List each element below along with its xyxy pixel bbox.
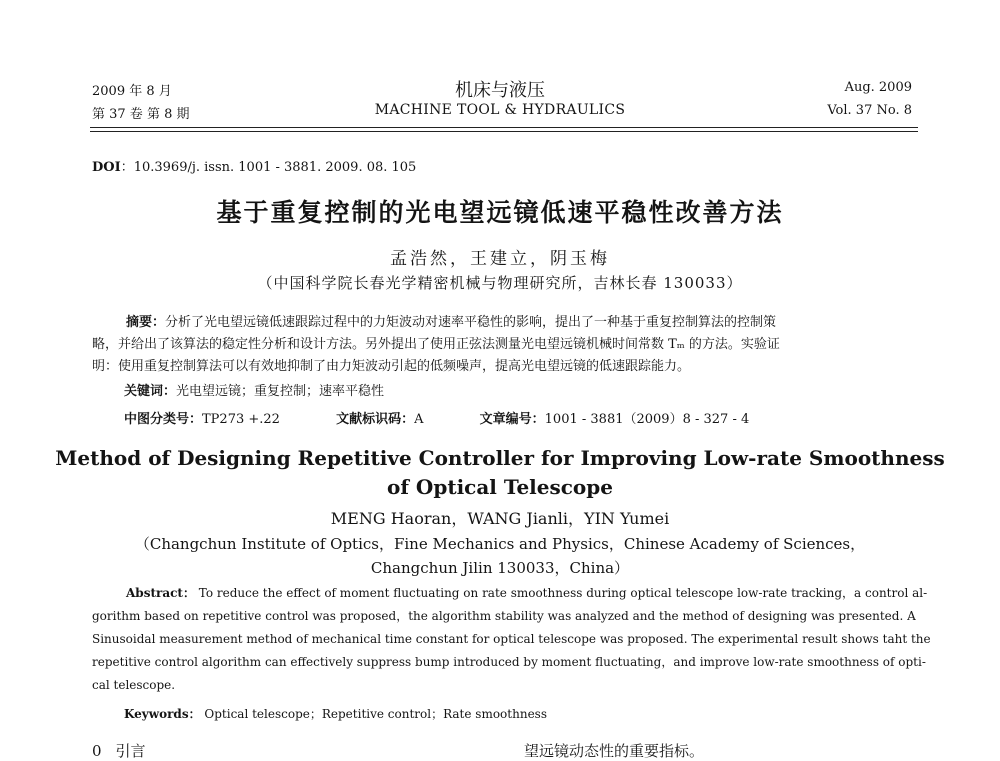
abstract-en-line-1: To reduce the effect of moment fluctuating on rate smoothness during optical telescope low-rate tracking，a control al- [198, 586, 928, 600]
keywords-cn-label: 关键词： [124, 384, 177, 399]
header-rule-top [90, 127, 918, 128]
keywords-cn-value: 光电望远镜；重复控制；速率平稳性 [176, 384, 385, 399]
abstract-en-line-4: repetitive control algorithm can effectively suppress bump introduced by moment fluctuating，and improve low-rate smoothness of opti- [92, 655, 926, 669]
abstract-en-line-3: Sinusoidal measurement method of mechanical time constant for optical telescope was proposed. The experimental result shows taht the [92, 632, 931, 646]
journal-title-cn: 机床与液压 [455, 80, 545, 101]
doc-code-value: A [414, 412, 424, 427]
abstract-en [92, 582, 931, 697]
column-2-text: 望远镜动态性的重要指标。 [524, 742, 705, 760]
abstract-cn-line-2: 略，并给出了该算法的稳定性分析和设计方法。另外提出了使用正弦法测量光电望远镜机械时间常数 Tₘ 的方法。实验证 [92, 337, 780, 352]
authors-en: MENG Haoran，WANG Jianli，YIN Yumei [330, 509, 670, 528]
affiliation-en-line-2: Changchun Jilin 130033，China） [370, 559, 630, 577]
doc-code-label: 文献标识码： [336, 412, 415, 427]
affiliation-en-line-1: （Changchun Institute of Optics，Fine Mechanics and Physics，Chinese Academy of Sciences， [134, 535, 866, 553]
title-en-line-1: Method of Designing Repetitive Controller for Improving Low-rate Smoothness [55, 446, 945, 470]
abstract-cn-label: 摘要： [126, 315, 166, 330]
section-title: 引言 [115, 742, 146, 760]
clc-value: TP273 +.22 [202, 412, 280, 427]
doi-line: DOI：10.3969/j. issn. 1001 - 3881. 2009. 08. 105 [92, 160, 417, 175]
abstract-en-label: Abstract： [126, 586, 195, 600]
keywords-cn [124, 380, 384, 399]
abstract-en-line-5: cal telescope. [92, 678, 176, 692]
abstract-en-line-2: gorithm based on repetitive control was proposed，the algorithm stability was analyzed and the method of designing was presented. A [92, 609, 916, 623]
article-number-label: 文章编号： [479, 412, 545, 427]
header-date-en: Aug. 2009 [844, 80, 912, 95]
abstract-cn-line-3: 明：使用重复控制算法可以有效地抑制了由力矩波动引起的低频噪声，提高光电望远镜的低速跟踪能力。 [92, 359, 691, 374]
journal-title-en: MACHINE TOOL & HYDRAULICS [374, 102, 626, 118]
authors-cn: 孟浩然，王建立，阴玉梅 [390, 249, 610, 269]
abstract-cn-line-1: 分析了光电望远镜低速跟踪过程中的力矩波动对速率平稳性的影响，提出了一种基于重复控制算法的控制策 [165, 315, 777, 330]
title-en-line-2: of Optical Telescope [387, 475, 613, 499]
affiliation-cn: （中国科学院长春光学精密机械与物理研究所，吉林长春 130033） [257, 274, 743, 292]
doi-label: DOI [92, 160, 121, 175]
classification-line [124, 408, 801, 427]
keywords-en-label: Keywords： [124, 707, 201, 721]
section-number: 0 [92, 742, 102, 760]
header-date-cn: 2009 年 8 月 [92, 84, 172, 99]
doi-value: 10.3969/j. issn. 1001 - 3881. 2009. 08. 105 [133, 160, 417, 175]
keywords-en-value: Optical telescope；Repetitive control；Rate smoothness [204, 707, 547, 721]
section-heading [92, 740, 146, 761]
article-number-value: 1001 - 3881（2009）8 - 327 - 4 [544, 412, 750, 427]
abstract-cn [92, 312, 914, 378]
header-rule-bottom [90, 131, 918, 132]
clc-label: 中图分类号： [124, 412, 203, 427]
header-volume-cn: 第 37 卷 第 8 期 [92, 107, 190, 122]
keywords-en [124, 705, 547, 722]
header-volume-en: Vol. 37 No. 8 [827, 103, 912, 118]
title-cn: 基于重复控制的光电望远镜低速平稳性改善方法 [216, 198, 784, 227]
